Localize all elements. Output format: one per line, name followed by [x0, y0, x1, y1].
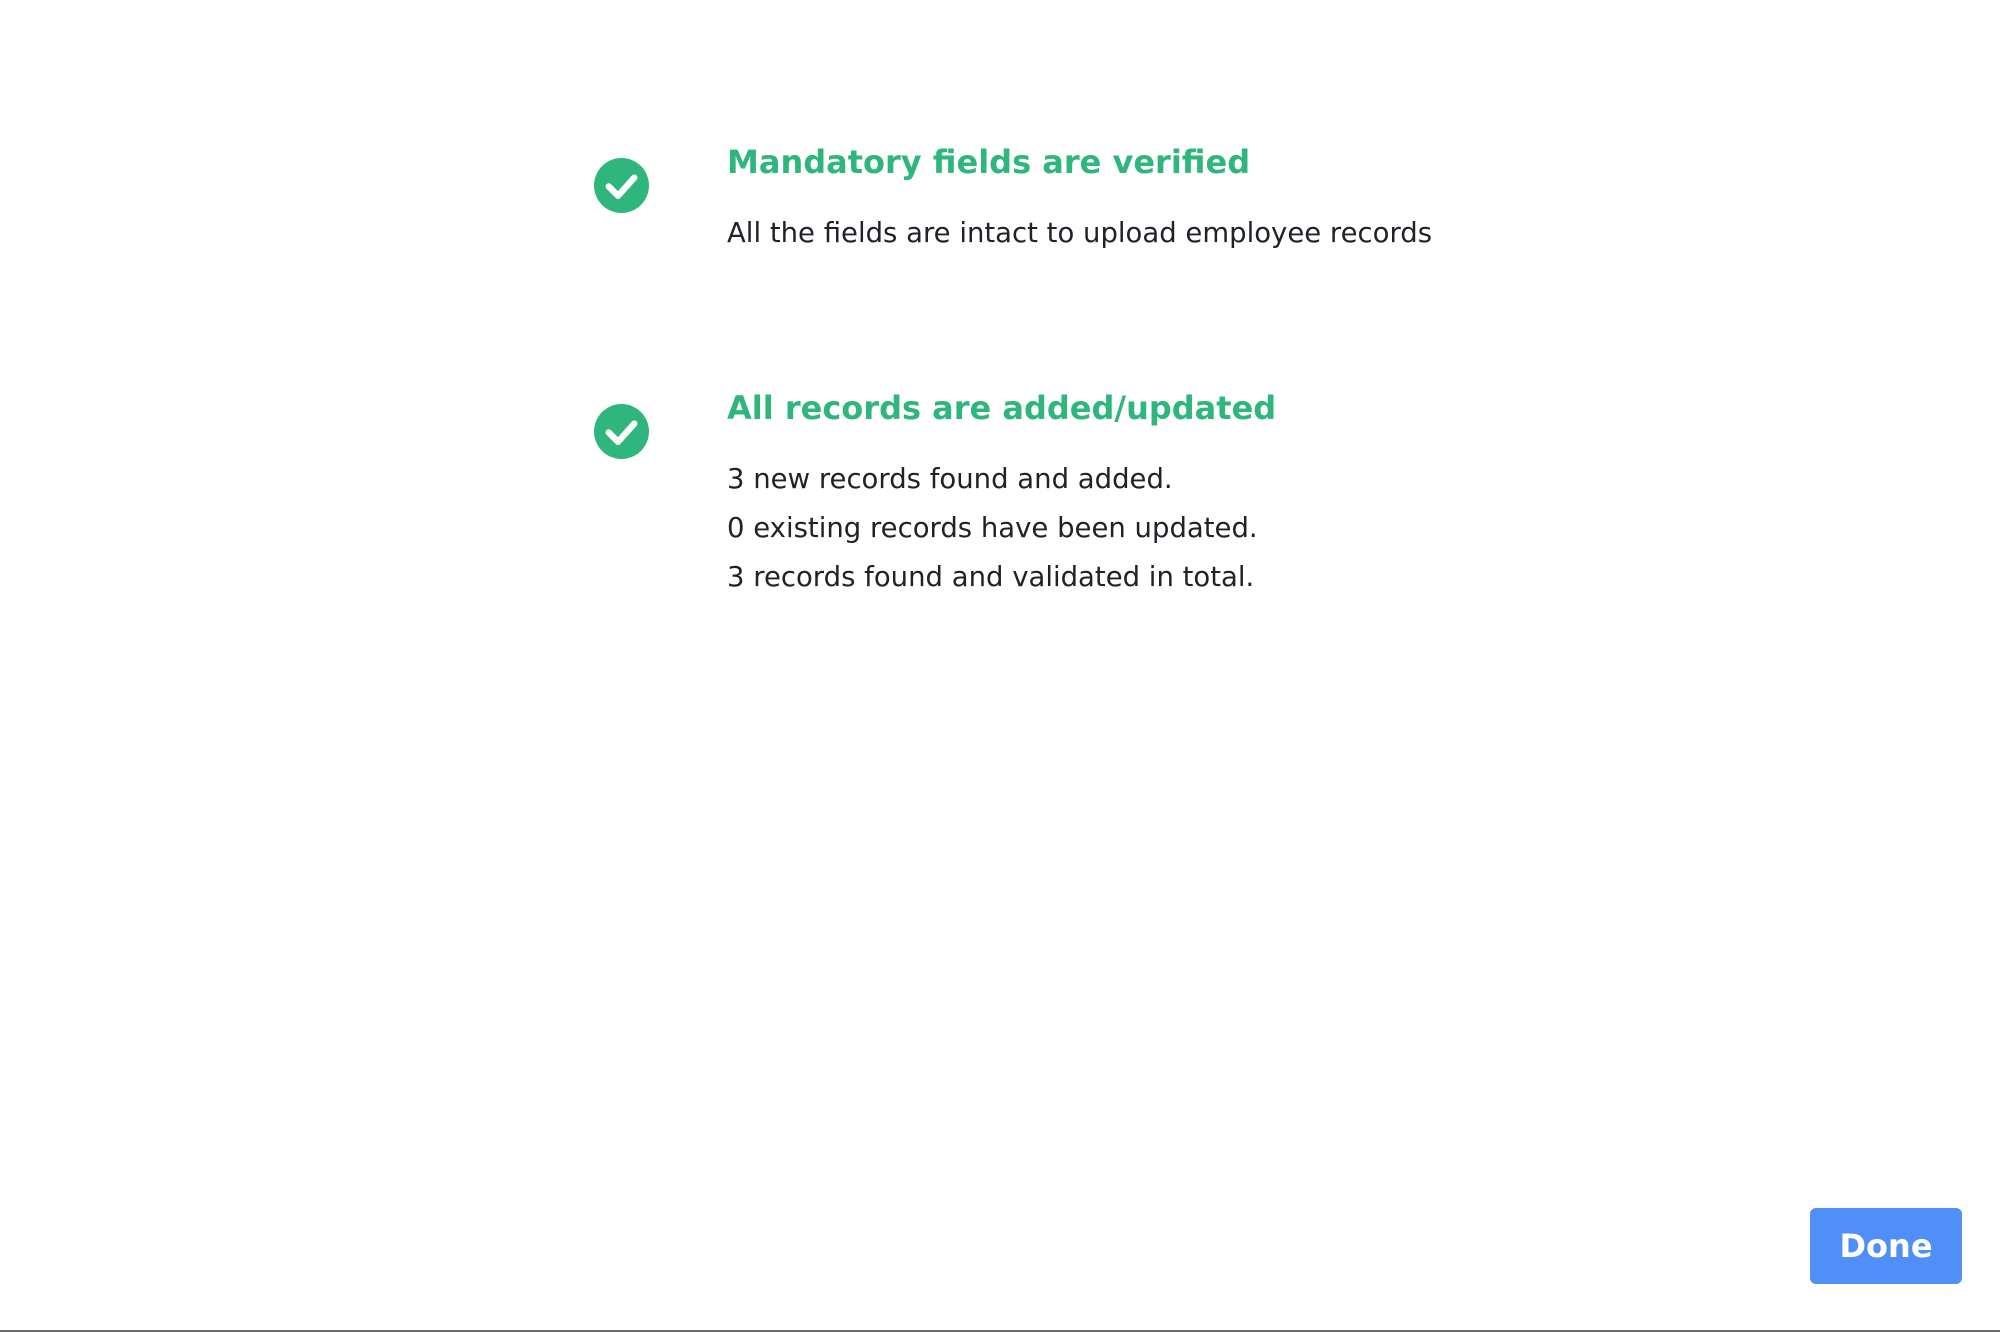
updated-records-summary: 0 existing records have been updated.	[727, 512, 1258, 544]
step-title: All records are added/updated	[727, 389, 1277, 427]
step-content	[727, 384, 1587, 602]
check-circle-icon	[594, 158, 649, 213]
check-circle-icon	[594, 404, 649, 459]
step-content	[727, 138, 1587, 258]
total-records-summary: 3 records found and validated in total.	[727, 561, 1255, 593]
done-button[interactable]: Done	[1810, 1208, 1962, 1284]
new-records-summary: 3 new records found and added.	[727, 463, 1173, 495]
step-description: All the fields are intact to upload employee records	[727, 217, 1433, 249]
step-title: Mandatory fields are verified	[727, 143, 1251, 181]
record-summary	[727, 455, 1587, 602]
